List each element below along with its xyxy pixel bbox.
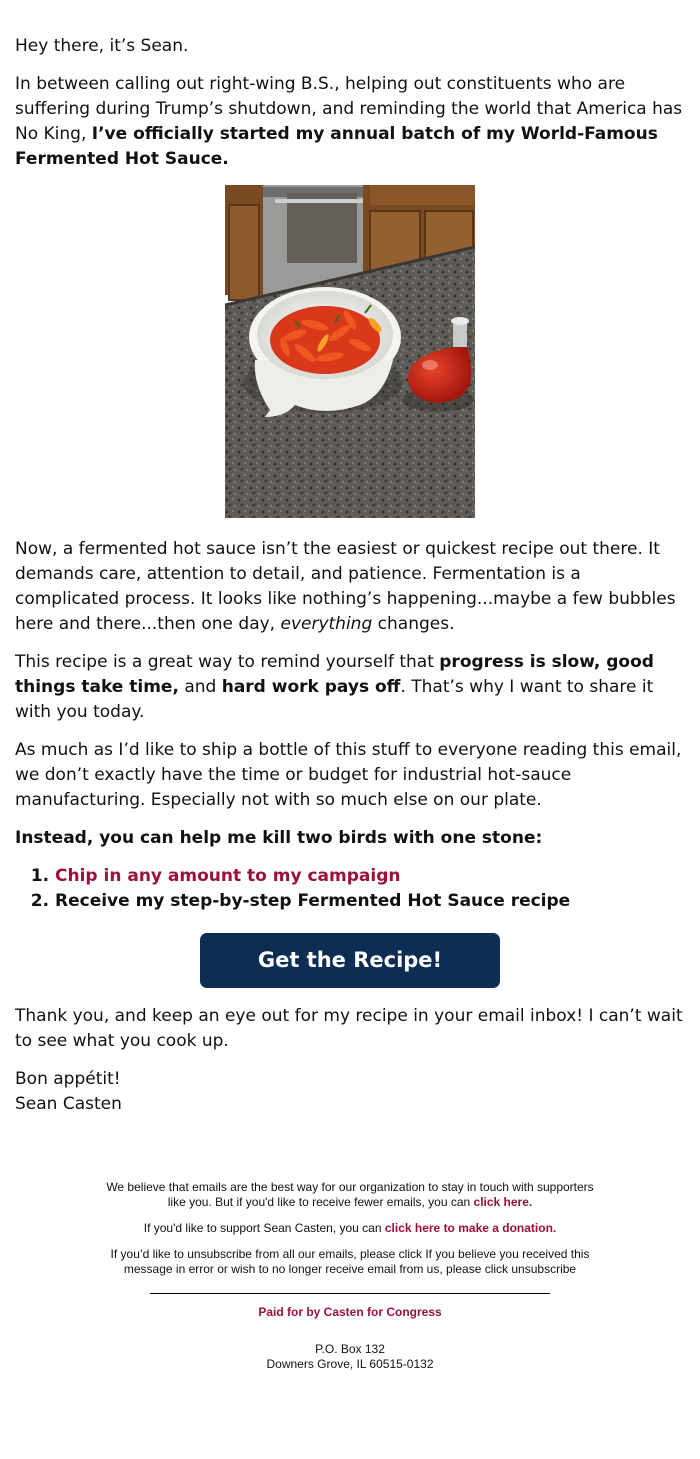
support-label: If you'd like to support Sean Casten, you can bbox=[143, 1221, 385, 1235]
progress-text-a: This recipe is a great way to remind yourself that bbox=[15, 652, 440, 672]
list-item: 2. Receive my step-by-step Fermented Hot Sauce recipe bbox=[55, 889, 685, 914]
intro-paragraph bbox=[15, 72, 685, 172]
progress-text-c: . That’s why I want to share it with you today. bbox=[15, 677, 654, 722]
unsubscribe-text[interactable]: If you’d like to unsubscribe from all our emails, please click If you believe you received this message in error or wish to no longer receive email from us, please click unsubscribe bbox=[110, 1247, 590, 1276]
hot-peppers-bowl-photo bbox=[225, 185, 475, 518]
fermentation-end: changes. bbox=[372, 614, 455, 634]
support-text bbox=[100, 1221, 600, 1236]
progress-bold-1: progress is slow, good things take time, bbox=[15, 652, 654, 697]
ask-list bbox=[15, 864, 685, 914]
progress-paragraph bbox=[15, 650, 685, 725]
donation-link[interactable]: click here to make a donation. bbox=[384, 1221, 557, 1235]
cta-container bbox=[15, 933, 685, 988]
signoff-block bbox=[15, 1067, 685, 1117]
everything-emphasis: everything bbox=[280, 614, 373, 634]
chip-in-link[interactable]: Chip in any amount to my campaign bbox=[55, 866, 401, 886]
list-item[interactable] bbox=[55, 864, 685, 889]
address-line-2: Downers Grove, IL 60515-0132 bbox=[266, 1357, 434, 1371]
footer bbox=[0, 1180, 700, 1372]
progress-text-b: and bbox=[178, 677, 222, 697]
fermentation-text: Now, a fermented hot sauce isn’t the easiest or quickest recipe out there. It demands care, attention to detail, and patience. Fermentation is a complicated process. It looks like nothing’s happening...maybe a few bubbles here and there...then one day, bbox=[15, 539, 676, 634]
fewer-emails-label: We believe that emails are the best way for our organization to stay in touch with supporters like you. But if you'd like to receive fewer emails, you can bbox=[106, 1180, 594, 1209]
address-line-1: P.O. Box 132 bbox=[315, 1342, 385, 1356]
signoff: Bon appétit! bbox=[15, 1069, 121, 1089]
photo-container bbox=[15, 185, 685, 518]
fermentation-paragraph bbox=[15, 537, 685, 637]
two-birds-paragraph bbox=[15, 826, 685, 851]
signature: Sean Casten bbox=[15, 1094, 122, 1114]
intro-text: In between calling out right-wing B.S., helping out constituents who are suffering during Trump’s shutdown, and reminding the world that America has No King, bbox=[15, 74, 683, 144]
mailing-address bbox=[0, 1342, 700, 1372]
footer-inner bbox=[100, 1180, 600, 1277]
shipping-paragraph: As much as I’d like to ship a bottle of this stuff to everyone reading this email, we don’t exactly have the time or budget for industrial hot-sauce manufacturing. Especially not with so much else on our plate. bbox=[15, 740, 682, 810]
progress-bold-2: hard work pays off bbox=[221, 677, 401, 697]
fewer-emails-link[interactable]: click here. bbox=[473, 1195, 533, 1209]
fewer-emails-text bbox=[100, 1180, 600, 1210]
intro-bold: I’ve officially started my annual batch of my World-Famous Fermented Hot Sauce. bbox=[15, 124, 658, 169]
thank-you-paragraph: Thank you, and keep an eye out for my recipe in your email inbox! I can’t wait to see what you cook up. bbox=[15, 1006, 683, 1051]
greeting: Hey there, it’s Sean. bbox=[15, 36, 189, 56]
two-birds-bold: Instead, you can help me kill two birds with one stone: bbox=[15, 828, 543, 848]
paid-for-disclaimer: Paid for by Casten for Congress bbox=[258, 1305, 442, 1319]
get-recipe-button[interactable]: Get the Recipe! bbox=[200, 933, 500, 988]
footer-divider bbox=[150, 1293, 550, 1294]
